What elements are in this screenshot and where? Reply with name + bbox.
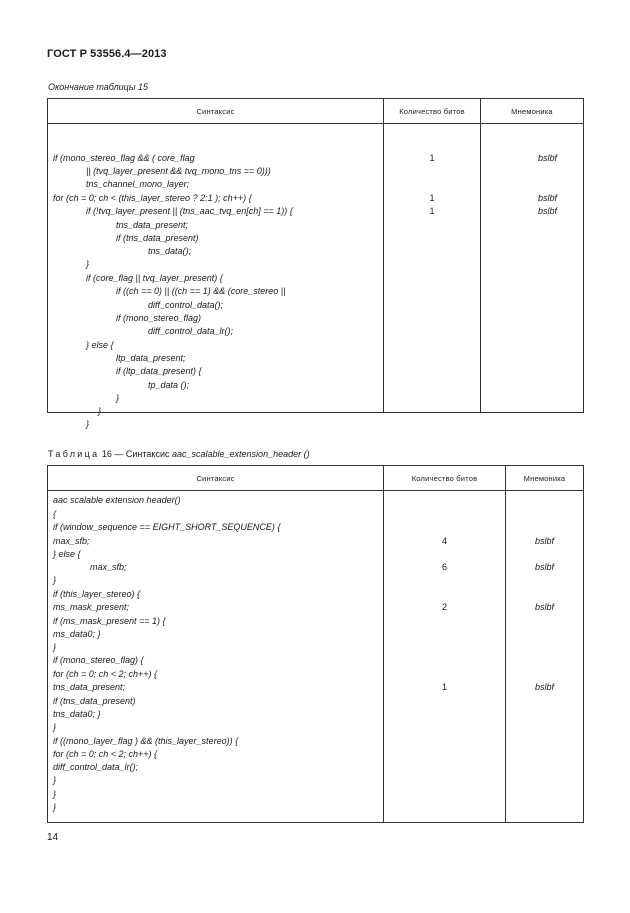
column-header-mnemonic: Мнемоника bbox=[481, 99, 584, 124]
caption-title: 16 — Синтаксис bbox=[99, 449, 172, 459]
code-line: for (ch = 0; ch < 2; ch++) { bbox=[53, 669, 158, 679]
code-line: ltp_data_present; bbox=[116, 353, 186, 363]
page-number: 14 bbox=[47, 832, 59, 843]
bits-value: 4 bbox=[441, 536, 447, 546]
code-line: diff_control_data(); bbox=[148, 300, 224, 310]
syntax-table-15 bbox=[47, 98, 584, 429]
code-line: tns_data(); bbox=[148, 246, 192, 256]
code-line: } bbox=[53, 802, 57, 812]
code-line: } bbox=[53, 789, 57, 799]
code-line: tp_data (); bbox=[148, 380, 190, 390]
mnemonic-value: bslbf bbox=[534, 562, 554, 572]
code-line: ms_mask_present; bbox=[53, 602, 130, 612]
column-header-syntax: Синтаксис bbox=[48, 99, 384, 124]
code-line: if ((ch == 0) || ((ch == 1) && (core_stereo || bbox=[116, 286, 286, 296]
code-line: } bbox=[86, 419, 90, 429]
code-line: if (mono_stereo_flag) bbox=[116, 313, 202, 323]
code-line: tns_channel_mono_layer; bbox=[86, 179, 190, 189]
code-line: ms_data0; } bbox=[53, 629, 101, 639]
caption-label: Таблица bbox=[48, 449, 100, 459]
code-line: } bbox=[53, 642, 57, 652]
bits-value: 2 bbox=[441, 602, 447, 612]
code-line: tns_data0; } bbox=[53, 709, 101, 719]
bits-value: 1 bbox=[441, 682, 447, 692]
mnemonic-value: bslbf bbox=[534, 682, 554, 692]
code-line: diff_control_data_lr(); bbox=[148, 326, 234, 336]
code-line: if (tns_data_present) bbox=[116, 233, 199, 243]
mnemonic-value: bslbf bbox=[537, 193, 557, 203]
code-line: for (ch = 0; ch < (this_layer_stereo ? 2:1 ); ch++) { bbox=[53, 193, 252, 203]
caption-function: aac_scalable_extension_header () bbox=[172, 449, 310, 459]
code-line: if (this_layer_stereo) { bbox=[53, 589, 141, 599]
code-line: } bbox=[53, 775, 57, 785]
code-line: } bbox=[116, 393, 120, 403]
syntax-cell bbox=[48, 491, 384, 823]
bits-cell bbox=[384, 491, 506, 823]
code-line: for (ch = 0; ch < 2; ch++) { bbox=[53, 749, 158, 759]
code-line: } else { bbox=[86, 340, 114, 350]
code-line: if (ltp_data_present) { bbox=[116, 366, 202, 376]
code-line: if (mono_stereo_flag && ( core_flag bbox=[53, 153, 195, 163]
table16-caption bbox=[48, 449, 310, 459]
mnemonic-value: bslbf bbox=[537, 206, 557, 216]
code-line: if (window_sequence == EIGHT_SHORT_SEQUENCE) { bbox=[53, 522, 281, 532]
document-code: ГОСТ Р 53556.4—2013 bbox=[47, 48, 167, 60]
code-line: } else { bbox=[53, 549, 81, 559]
bits-value: 6 bbox=[441, 562, 447, 572]
code-line: if (ms_mask_present == 1) { bbox=[53, 616, 166, 626]
syntax-table-16 bbox=[47, 465, 584, 823]
bits-cell bbox=[384, 124, 481, 413]
code-line: if (mono_stereo_flag) { bbox=[53, 655, 144, 665]
code-line: tns_data_present; bbox=[53, 682, 126, 692]
bits-value: 1 bbox=[429, 206, 435, 216]
code-line: if (core_flag || tvq_layer_present) { bbox=[86, 273, 223, 283]
code-line: max_sfb; bbox=[90, 562, 127, 572]
mnemonic-value: bslbf bbox=[534, 602, 554, 612]
column-header-bits: Количество битов bbox=[384, 99, 481, 124]
code-line: if (tns_data_present) bbox=[53, 696, 136, 706]
column-header-mnemonic: Мнемоника bbox=[506, 466, 584, 491]
code-line: max_sfb; bbox=[53, 536, 90, 546]
bits-value: 1 bbox=[429, 153, 435, 163]
code-line: } bbox=[53, 722, 57, 732]
code-line: aac scalable extension header() bbox=[53, 495, 181, 505]
code-line: if (!tvq_layer_present || (tns_aac_tvq_en[ch] == 1)) { bbox=[86, 206, 293, 216]
code-line: } bbox=[53, 575, 57, 585]
mnemonic-value: bslbf bbox=[537, 153, 557, 163]
code-line: if ((mono_layer_flag ) && (this_layer_stereo)) { bbox=[53, 736, 239, 746]
column-header-syntax: Синтаксис bbox=[48, 466, 384, 491]
code-line: diff_control_data_lr(); bbox=[53, 762, 139, 772]
table15-caption: Окончание таблицы 15 bbox=[48, 82, 148, 92]
bits-value: 1 bbox=[429, 193, 435, 203]
column-header-bits: Количество битов bbox=[384, 466, 506, 491]
code-line: } bbox=[86, 259, 90, 269]
code-line: tns_data_present; bbox=[116, 220, 189, 230]
code-line: || (tvq_layer_present && tvq_mono_tns == 0))) bbox=[86, 166, 271, 176]
mnemonic-value: bslbf bbox=[534, 536, 554, 546]
mnemonic-cell bbox=[506, 491, 584, 823]
mnemonic-cell bbox=[481, 124, 584, 413]
syntax-cell bbox=[48, 124, 384, 429]
code-line: } bbox=[98, 406, 102, 416]
code-line: { bbox=[53, 509, 57, 519]
